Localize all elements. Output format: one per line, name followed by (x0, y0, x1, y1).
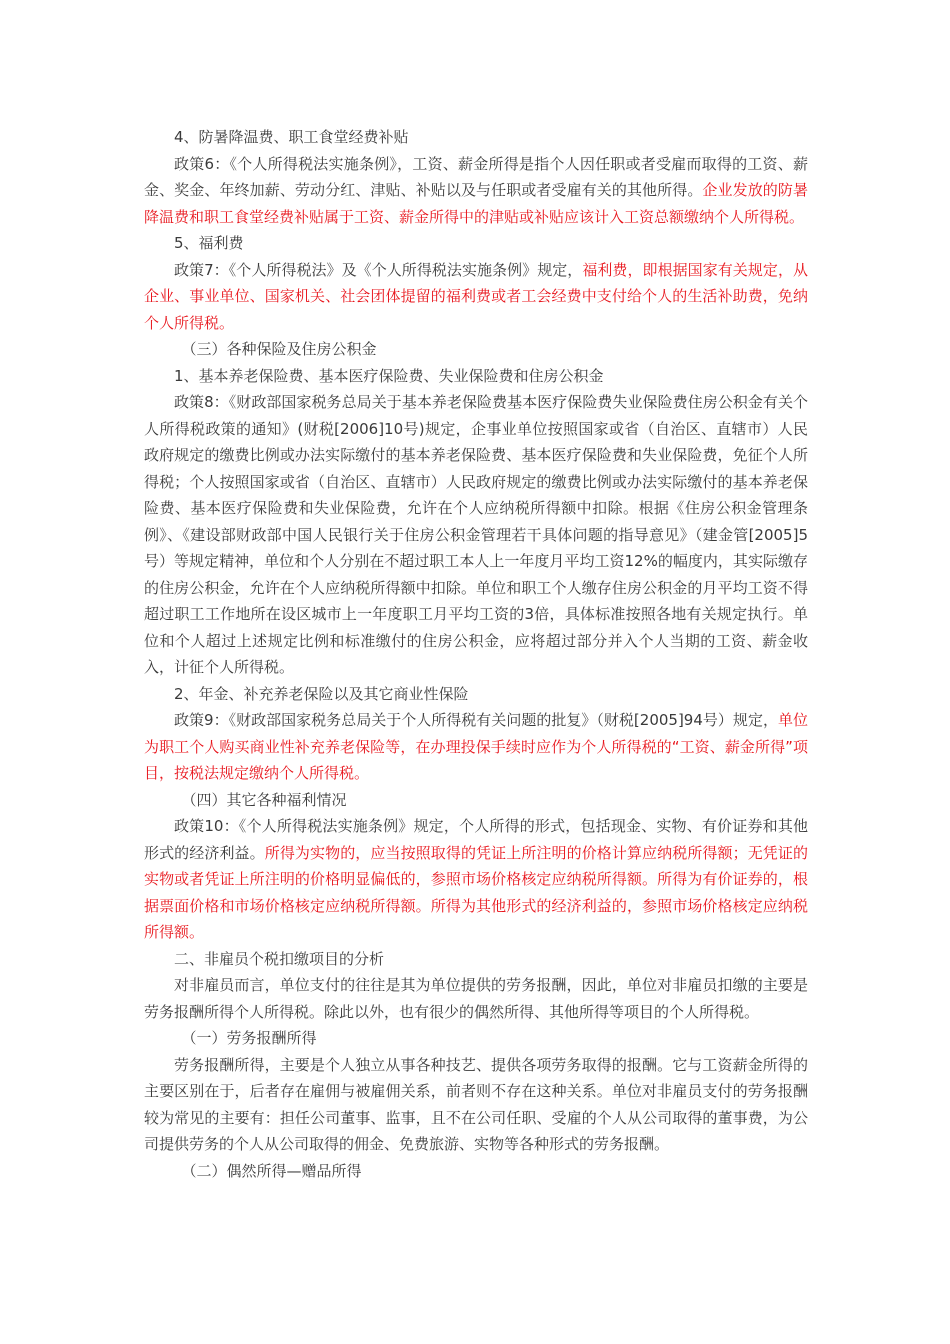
highlighted-text: 企业发放的防暑降温费和职工食堂经费补贴属于工资、薪金所得中的津贴或补贴应该计入工资总额缴纳个人所得税。 (144, 181, 808, 226)
policy-7-paragraph (144, 257, 808, 337)
document-body (144, 124, 808, 1184)
body-paragraph (144, 1052, 808, 1158)
text-run: 2、年金、补充养老保险以及其它商业性保险 (174, 684, 469, 703)
text-run: 二、非雇员个税扣缴项目的分析 (174, 949, 385, 968)
part-heading (144, 946, 808, 973)
subheading (144, 230, 808, 257)
text-run: （四）其它各种福利情况 (181, 790, 347, 809)
subheading (144, 363, 808, 390)
section-heading (144, 787, 808, 814)
policy-10-paragraph (144, 813, 808, 946)
text-run: 劳务报酬所得，主要是个人独立从事各种技艺、提供各项劳务取得的报酬。它与工资薪金所得的主要区别在于，后者存在雇佣与被雇佣关系，前者则不存在这种关系。单位对非雇员支付的劳务报酬较为常见的主要有：担任公司董事、监事，且不在公司任职、受雇的个人从公司取得的董事费，为公司提供劳务的个人从公司取得的佣金、免费旅游、实物等各种形式的劳务报酬。 (144, 1055, 808, 1153)
text-run: 5、福利费 (174, 234, 244, 252)
text-run: 政策9：《财政部国家税务总局关于个人所得税有关问题的批复》（财税[2005]94号）规定， (174, 711, 778, 729)
highlighted-text: 单位为职工个人购买商业性补充养老保险等，在办理投保手续时应作为个人所得税的“工资、薪金所得”项目，按税法规定缴纳个人所得税。 (144, 711, 808, 782)
policy-8-paragraph (144, 389, 808, 681)
text-run: 对非雇员而言，单位支付的往往是其为单位提供的劳务报酬，因此，单位对非雇员扣缴的主要是劳务报酬所得个人所得税。除此以外，也有很少的偶然所得、其他所得等项目的个人所得税。 (144, 976, 808, 1021)
subheading (144, 681, 808, 708)
section-heading (144, 336, 808, 363)
section-heading (144, 1158, 808, 1185)
highlighted-text: 福利费，即根据国家有关规定，从企业、事业单位、国家机关、社会团体提留的福利费或者工会经费中支付给个人的生活补助费，免纳个人所得税。 (144, 260, 808, 332)
subheading (144, 124, 808, 151)
text-run: 政策10：《个人所得税法实施条例》规定，个人所得的形式，包括现金、实物、有价证券和其他形式的经济利益。 (144, 817, 808, 862)
text-run: 4、防暑降温费、职工食堂经费补贴 (174, 128, 409, 146)
text-run: （二）偶然所得—赠品所得 (181, 1161, 362, 1180)
body-paragraph (144, 972, 808, 1025)
text-run: （三）各种保险及住房公积金 (181, 340, 377, 358)
text-run: （一）劳务报酬所得 (181, 1029, 317, 1047)
policy-6-paragraph (144, 151, 808, 231)
text-run: 政策6：《个人所得税法实施条例》，工资、薪金所得是指个人因任职或者受雇而取得的工资、薪金、奖金、年终加薪、劳动分红、津贴、补贴以及与任职或者受雇有关的其他所得。 (144, 154, 808, 199)
policy-9-paragraph (144, 707, 808, 787)
highlighted-text: 所得为实物的，应当按照取得的凭证上所注明的价格计算应纳税所得额；无凭证的实物或者凭证上所注明的价格明显偏低的，参照市场价格核定应纳税所得额。所得为有价证券的，根据票面价格和市场价格核定应纳税所得额。所得为其他形式的经济利益的，参照市场价格核定应纳税所得额。 (144, 843, 808, 941)
text-run: 1、基本养老保险费、基本医疗保险费、失业保险费和住房公积金 (174, 366, 604, 385)
text-run: 政策7：《个人所得税法》及《个人所得税法实施条例》规定， (174, 260, 583, 279)
section-heading (144, 1025, 808, 1052)
text-run: 政策8：《财政部国家税务总局关于基本养老保险费基本医疗保险费失业保险费住房公积金有关个人所得税政策的通知》(财税[2006]10号)规定，企事业单位按照国家或省（自治区、直辖市）人民政府规定的缴费比例或办法实际缴付的基本养老保险费、基本医疗保险费和失业保险费，免征个人所得税；个人按照国家或省（自治区、直辖市）人民政府规定的缴费比例或办法实际缴付的基本养老保险费、基本医疗保险费和失业保险费，允许在个人应纳税所得额中扣除。根据《住房公积金管理条例》、《建设部财政部中国人民银行关于住房公积金管理若干具体问题的指导意见》（建金管[2005]5号）等规定精神，单位和个人分别在不超过职工本人上一年度月平均工资12%的幅度内，其实际缴存的住房公积金，允许在个人应纳税所得额中扣除。单位和职工个人缴存住房公积金的月平均工资不得超过职工工作地所在设区城市上一年度职工月平均工资的3倍，具体标准按照各地有关规定执行。单位和个人超过上述规定比例和标准缴付的住房公积金，应将超过部分并入个人当期的工资、薪金收入，计征个人所得税。 (144, 393, 808, 676)
